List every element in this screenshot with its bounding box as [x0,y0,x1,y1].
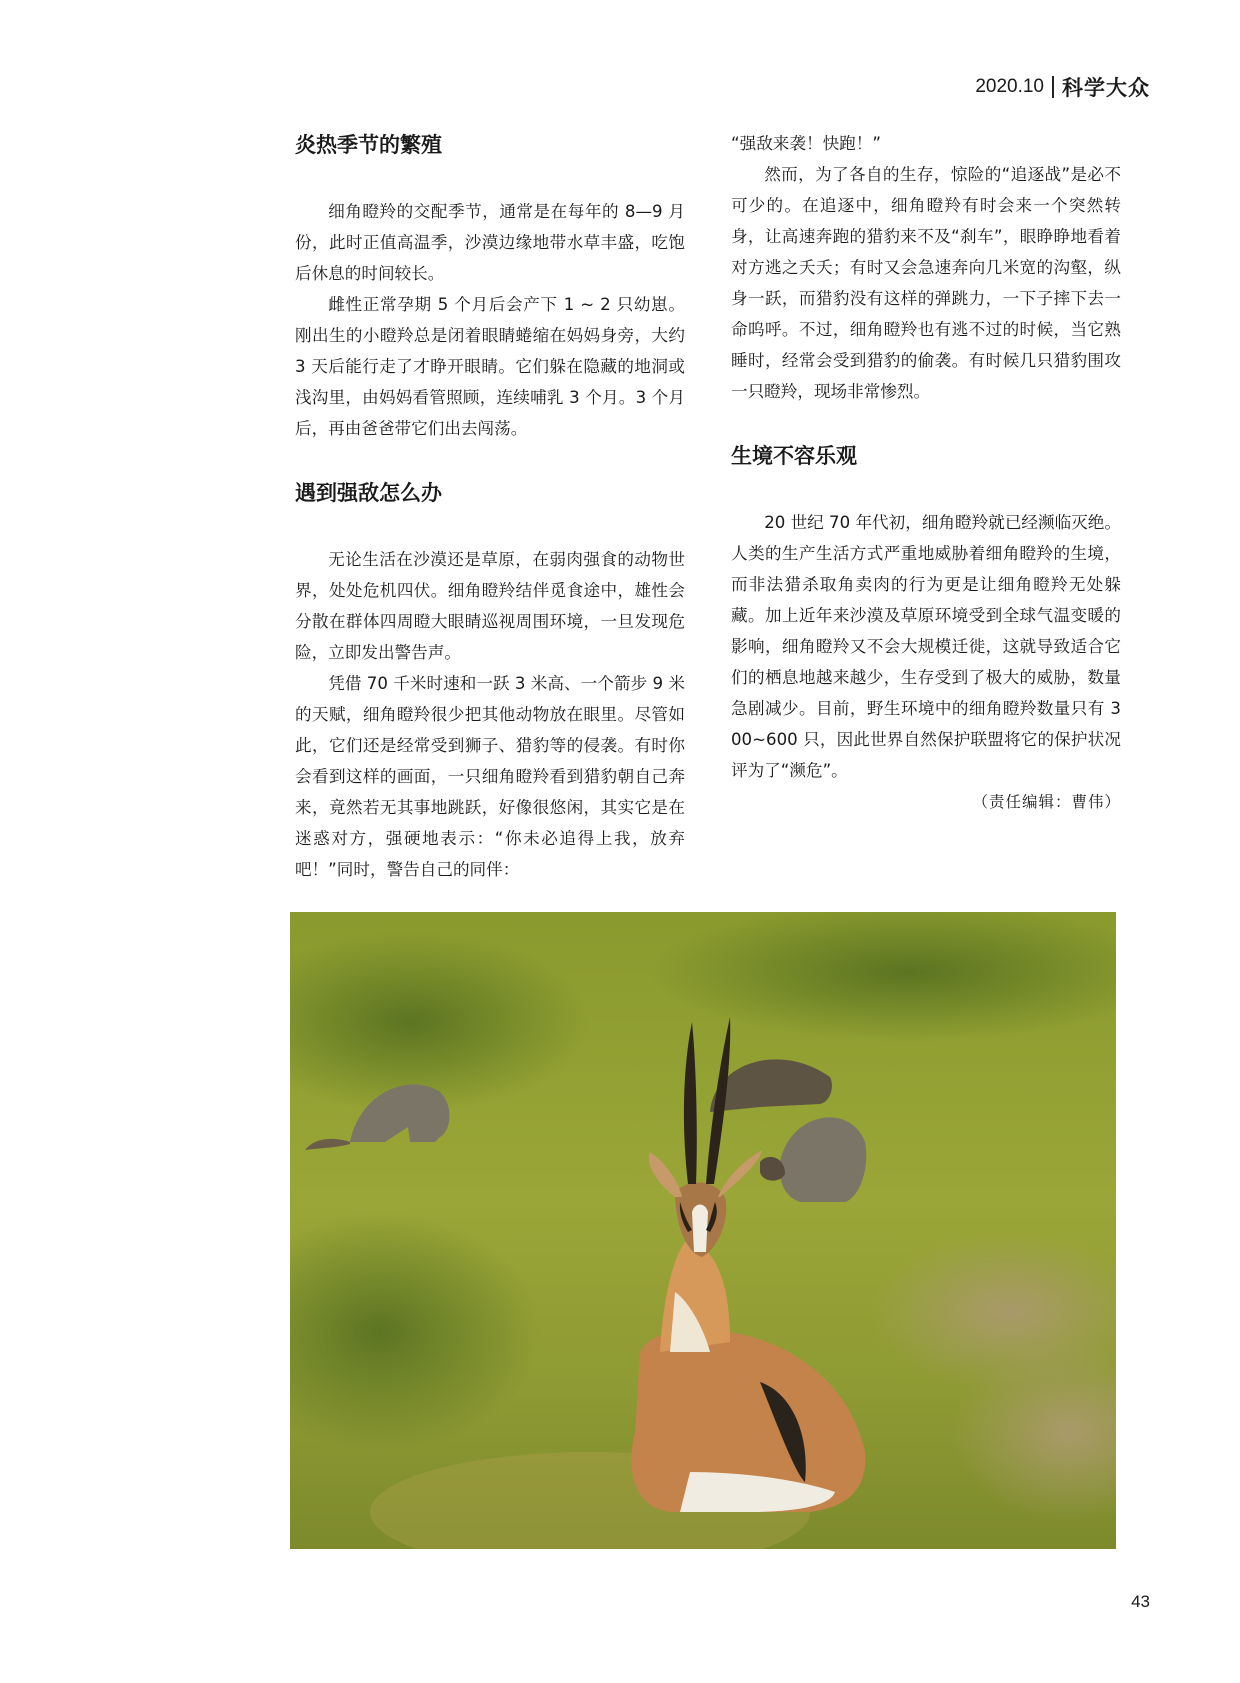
magazine-name: 科学大众 [1062,75,1150,100]
gazelle-photo [290,912,1116,1549]
section-title-habitat: 生境不容乐观 [731,444,857,468]
header-divider [1052,76,1054,98]
paragraph: 凭借 70 千米时速和一跃 3 米高、一个箭步 9 米的天赋，细角瞪羚很少把其他动物放在眼里。尽管如此，它们还是经常受到狮子、猎豹等的侵袭。有时你会看到这样的画面，一只细角瞪羚看到猎豹朝自己奔来，竟然若无其事地跳跃，好像很悠闲，其实它是在迷惑对方，强硬地表示：“你未必追得上我，放弃吧！”同时，警告自己的同伴： [295,674,685,879]
page-number: 43 [1131,1592,1150,1611]
paragraph: 然而，为了各自的生存，惊险的“追逐战”是必不可少的。在追逐中，细角瞪羚有时会来一个突然转身，让高速奔跑的猎豹来不及“刹车”，眼睁睁地看着对方逃之夭夭；有时又会急速奔向几米宽的沟壑，纵身一跃，而猎豹没有这样的弹跳力，一下子摔下去一命呜呼。不过，细角瞪羚也有逃不过的时候，当它熟睡时，经常会受到猎豹的偷袭。有时候几只猎豹围攻一只瞪羚，现场非常惨烈。 [731,165,1121,401]
section-title-enemy: 遇到强敌怎么办 [295,481,442,505]
issue-date: 2020.10 [975,76,1044,97]
paragraph: 无论生活在沙漠还是草原，在弱肉强食的动物世界，处处危机四伏。细角瞪羚结伴觅食途中，雄性会分散在群体四周瞪大眼睛巡视周围环境，一旦发现危险，立即发出警告声。 [295,550,685,662]
page-header [975,72,1150,102]
paragraph: 细角瞪羚的交配季节，通常是在每年的 8—9 月份，此时正值高温季，沙漠边缘地带水草丰盛，吃饱后休息的时间较长。 [295,202,685,283]
right-column [731,128,1121,812]
section-title-breeding: 炎热季节的繁殖 [295,133,442,157]
paragraph: 雌性正常孕期 5 个月后会产下 1 ~ 2 只幼崽。刚出生的小瞪羚总是闭着眼睛蜷缩在妈妈身旁，大约 3 天后能行走了才睁开眼睛。它们躲在隐藏的地洞或浅沟里，由妈妈看管照顾，连续哺乳 3 个月。3 个月后，再由爸爸带它们出去闯荡。 [295,295,685,438]
paragraph: 20 世纪 70 年代初，细角瞪羚就已经濒临灭绝。人类的生产生活方式严重地威胁着细角瞪羚的生境，而非法猎杀取角卖肉的行为更是让细角瞪羚无处躲藏。加上近年来沙漠及草原环境受到全球气温变暖的影响，细角瞪羚又不会大规模迁徙，这就导致适合它们的栖息地越来越少，生存受到了极大的威胁，数量急剧减少。目前，野生环境中的细角瞪羚数量只有 300~600 只，因此世界自然保护联盟将它的保护状况评为了“濒危”。 [731,513,1121,780]
left-column [295,128,685,885]
editor-credit: （责任编辑：曹伟） [972,793,1121,811]
paragraph: “强敌来袭！快跑！” [731,134,881,153]
